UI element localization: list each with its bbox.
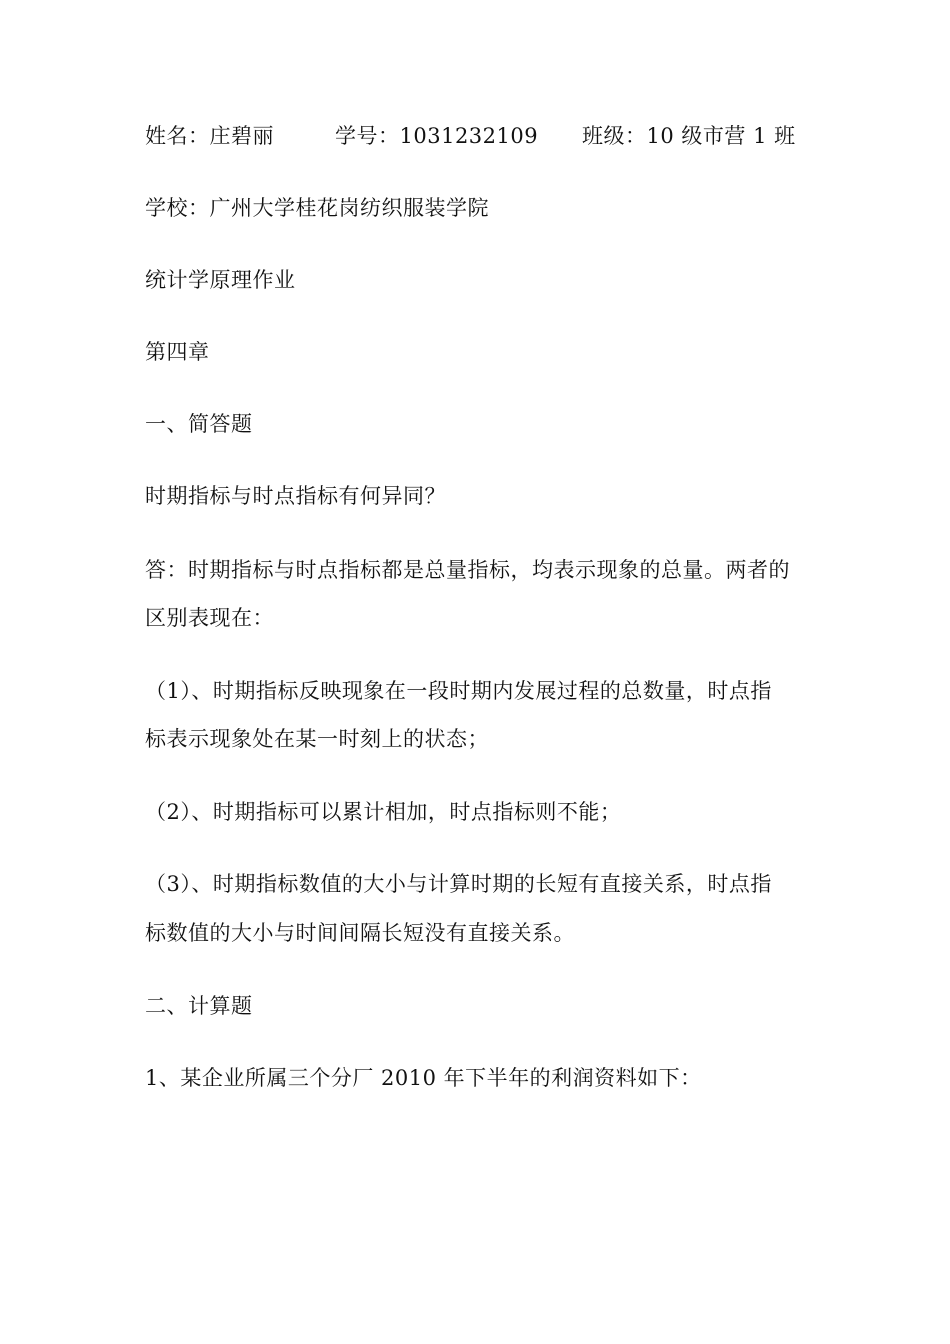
school-line: 学校：广州大学桂花岗纺织服装学院 — [145, 196, 489, 220]
section1-title: 一、简答题 — [145, 412, 253, 436]
problem-1-text: 1、某企业所属三个分厂 2010 年下半年的利润资料如下： — [145, 1066, 702, 1090]
course-title: 统计学原理作业 — [145, 268, 296, 292]
student-name: 姓名：庄碧丽 — [145, 124, 274, 148]
chapter-title: 第四章 — [145, 340, 210, 364]
student-class: 班级：10 级市营 1 班 — [582, 124, 796, 148]
section2-title: 二、计算题 — [145, 994, 253, 1018]
question-text: 时期指标与时点指标有何异同？ — [145, 484, 446, 508]
answer-line: （1）、时期指标反映现象在一段时期内发展过程的总数量，时点指 — [145, 679, 772, 703]
student-id: 学号：1031232109 — [335, 124, 539, 148]
answer-line: 标表示现象处在某一时刻上的状态； — [145, 727, 489, 751]
answer-line: （2）、时期指标可以累计相加，时点指标则不能； — [145, 800, 622, 824]
answer-line: 区别表现在： — [145, 606, 274, 630]
answer-line: （3）、时期指标数值的大小与计算时期的长短有直接关系，时点指 — [145, 872, 772, 896]
student-info-row — [145, 122, 796, 150]
answer-line: 答：时期指标与时点指标都是总量指标，均表示现象的总量。两者的 — [145, 558, 790, 582]
answer-line: 标数值的大小与时间间隔长短没有直接关系。 — [145, 921, 575, 945]
